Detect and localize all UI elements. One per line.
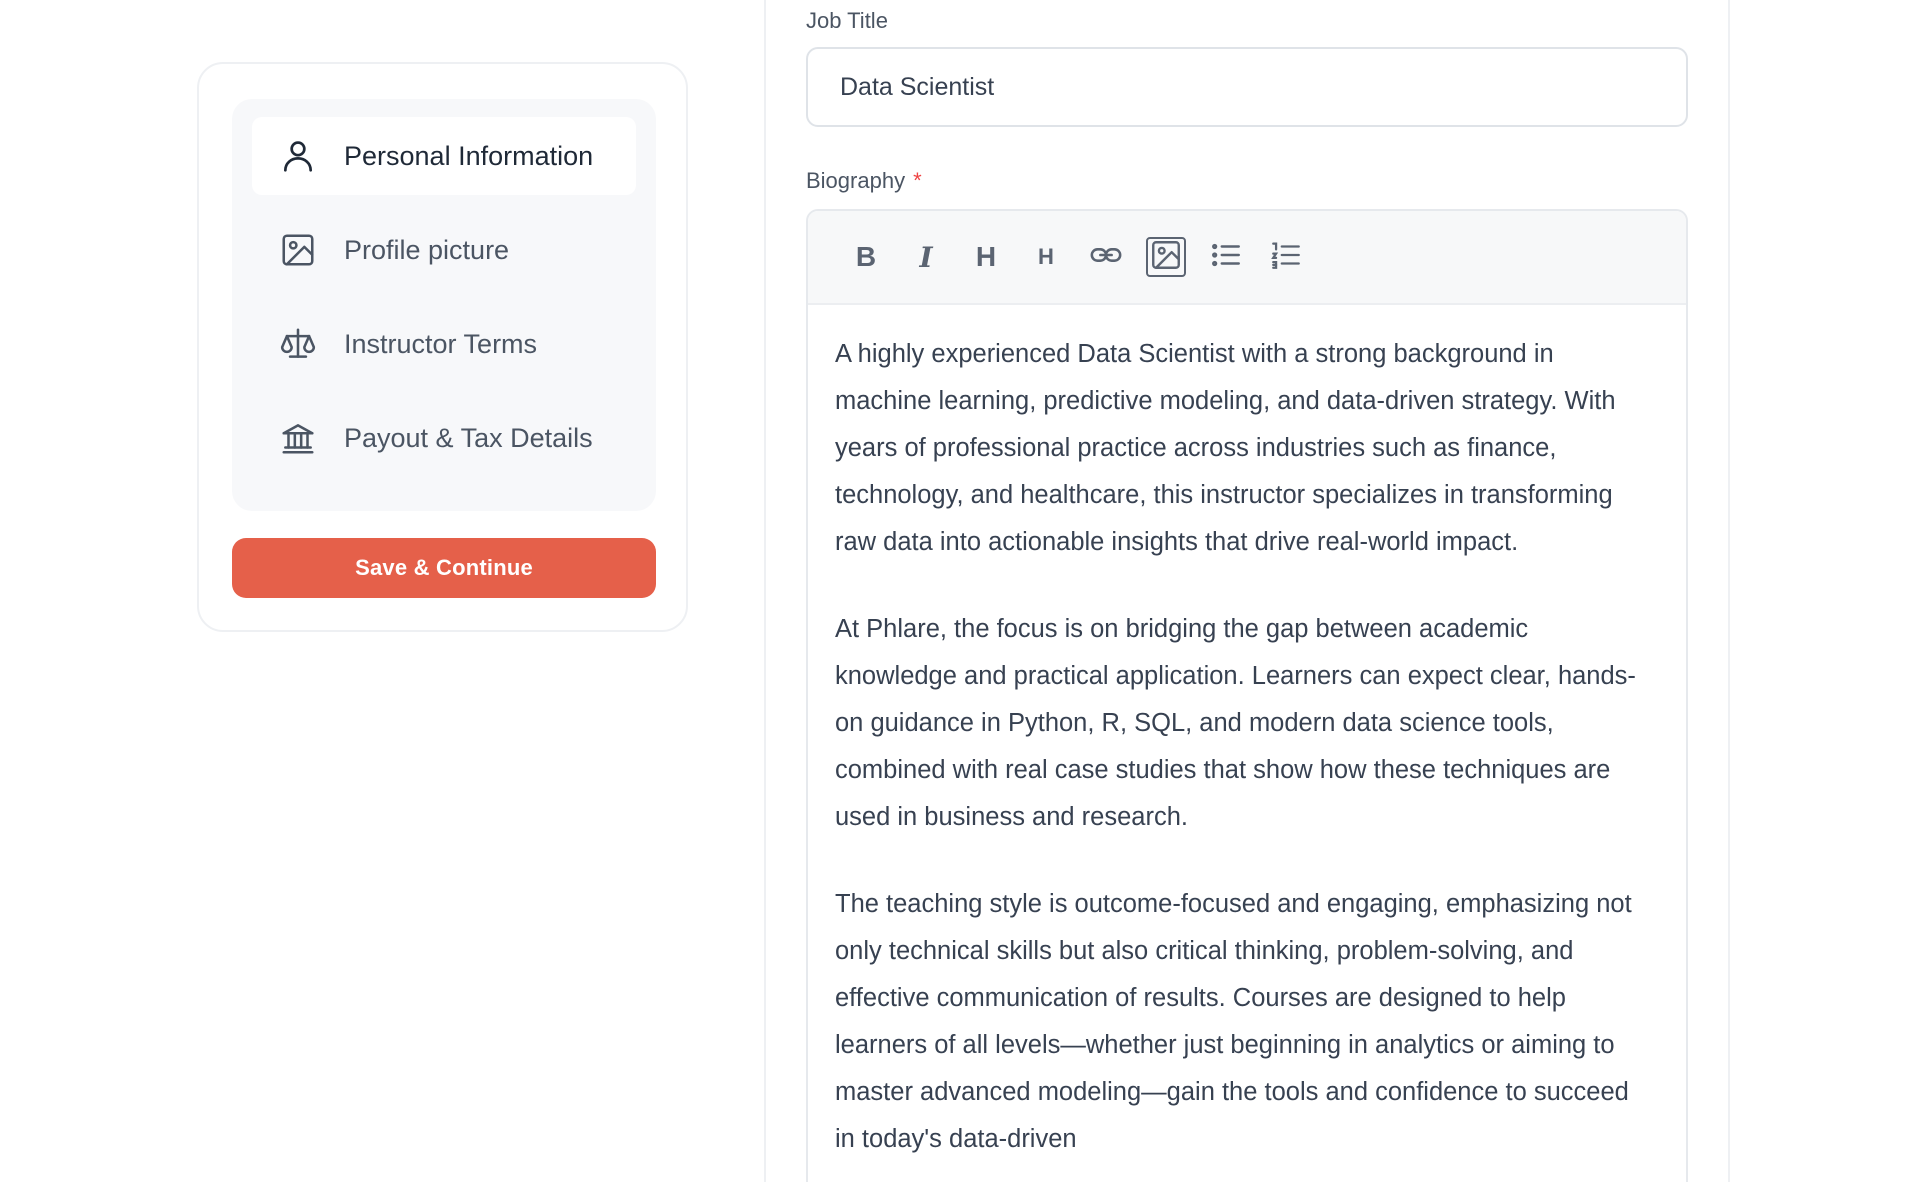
step-profile-picture[interactable] xyxy=(252,211,636,289)
heading-1-glyph: H xyxy=(975,241,997,272)
bullet-list-icon xyxy=(1209,238,1243,277)
job-title-label xyxy=(806,8,888,34)
heading-2-button[interactable] xyxy=(1026,237,1066,277)
job-title-input[interactable] xyxy=(806,47,1688,127)
biography-label-text: Biography xyxy=(806,168,906,193)
heading-2-glyph: H xyxy=(1038,244,1054,269)
bullet-list-button[interactable] xyxy=(1206,237,1246,277)
biography-paragraph: At Phlare, the focus is on bridging the gap between academic knowledge and practical application. Learners can expect clear, hands-on guidance in Python, R, SQL, and modern data science tools, combined with real case studies that show how these techniques are used in business and research. xyxy=(835,615,1636,831)
numbered-list-icon xyxy=(1269,238,1303,277)
biography-text-area[interactable] xyxy=(808,305,1686,1163)
biography-paragraph: The teaching style is outcome-focused and engaging, emphasizing not only technical skills but also critical thinking, problem-solving, and effective communication of results. Courses are designed to help learners of all levels—whether just beginning in analytics or aiming to master advanced modeling—gain the tools and confidence to succeed in today's data-driven xyxy=(835,890,1632,1153)
image-insert-icon xyxy=(1149,238,1183,277)
bank-icon xyxy=(278,418,318,458)
user-icon xyxy=(278,136,318,176)
save-continue-button[interactable]: Save & Continue xyxy=(232,538,656,598)
onboarding-steps-card xyxy=(197,62,688,632)
heading-1-button[interactable] xyxy=(966,237,1006,277)
italic-glyph: I xyxy=(919,240,933,274)
image-icon xyxy=(278,230,318,270)
italic-button[interactable] xyxy=(906,237,946,277)
biography-paragraph: A highly experienced Data Scientist with a strong background in machine learning, predictive modeling, and data-driven strategy. With years of professional practice across industries such as finance, technology, and healthcare, this instructor specializes in transforming raw data into actionable insights that drive real-world impact. xyxy=(835,340,1616,556)
numbered-list-button[interactable] xyxy=(1266,237,1306,277)
image-button[interactable] xyxy=(1146,237,1186,277)
step-list xyxy=(232,99,656,511)
step-personal-information[interactable] xyxy=(252,117,636,195)
link-button[interactable] xyxy=(1086,237,1126,277)
required-asterisk: * xyxy=(913,168,922,193)
step-label: Payout & Tax Details xyxy=(344,422,593,453)
job-title-label-text: Job Title xyxy=(806,8,888,33)
step-label: Instructor Terms xyxy=(344,328,538,359)
scale-icon xyxy=(278,324,318,364)
biography-editor xyxy=(806,209,1688,1182)
biography-label xyxy=(806,168,922,194)
link-icon xyxy=(1089,238,1123,277)
bold-button[interactable] xyxy=(846,237,886,277)
step-label: Profile picture xyxy=(344,234,510,265)
bold-glyph: B xyxy=(855,241,877,272)
step-instructor-terms[interactable] xyxy=(252,305,636,383)
editor-toolbar xyxy=(808,211,1686,305)
step-payout-tax-details[interactable] xyxy=(252,399,636,477)
form-panel xyxy=(764,0,1730,1182)
step-label: Personal Information xyxy=(344,140,594,171)
